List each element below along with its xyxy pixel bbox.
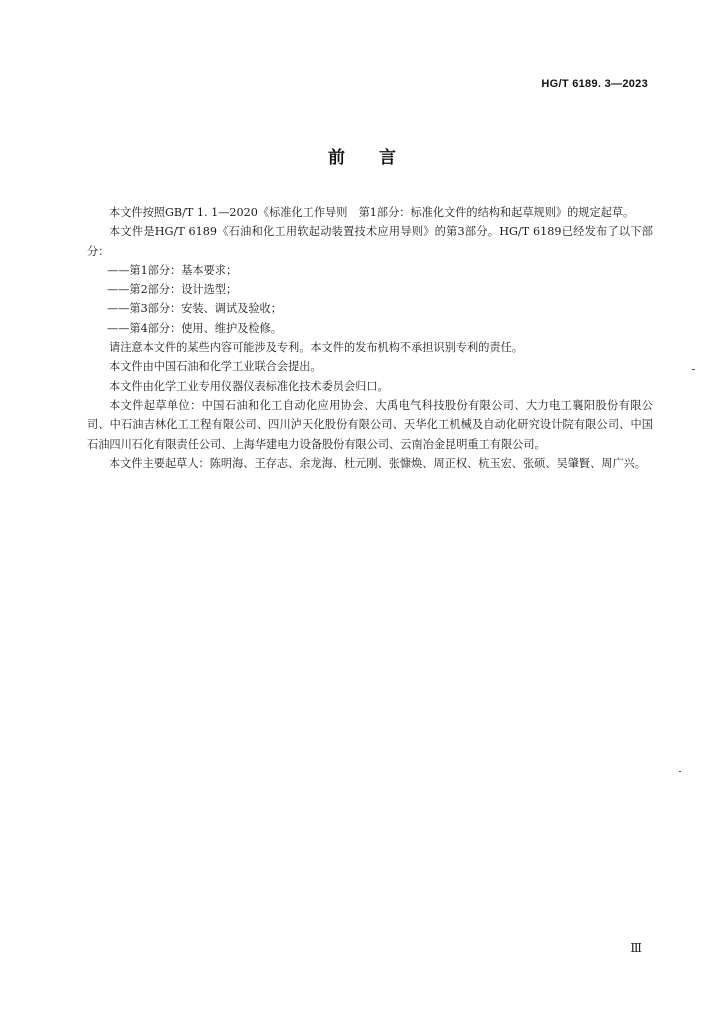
foreword-body — [87, 203, 653, 473]
page-number: Ⅲ — [630, 941, 642, 955]
list-item-part-1: ——第1部分：基本要求； — [107, 263, 238, 277]
list-item-part-3: ——第3部分：安装、调试及验收； — [107, 302, 282, 316]
paragraph-drafting-rules: 本文件按照GB/T 1. 1—2020《标准化工作导则 第1部分：标准化文件的结构和起草规则》的规定起草。 — [109, 206, 635, 219]
paragraph-patent-notice: 请注意本文件的某些内容可能涉及专利。本文件的发布机构不承担识别专利的责任。 — [109, 341, 523, 355]
list-item-part-2: ——第2部分：设计选型； — [107, 283, 238, 297]
paragraph-series-parts: 本文件是HG/T 6189《石油和化工用软起动装置技术应用导则》的第3部分。HG/T 6189已经发布了以下部分： — [87, 225, 653, 258]
paragraph-main-drafters: 本文件主要起草人：陈明海、王存志、余龙海、杜元刚、张慷焕、周正权、杭玉宏、张硕、吴肇賢、周广兴。 — [109, 456, 647, 470]
standard-number: HG/T 6189. 3—2023 — [541, 78, 648, 90]
list-item-part-4: ——第4部分：使用、维护及检修。 — [107, 321, 282, 335]
scan-speck — [679, 771, 681, 772]
scan-speck — [692, 369, 695, 370]
paragraph-proposed-by: 本文件由中国石油和化学工业联合会提出。 — [109, 360, 322, 374]
page-title: 前言 — [328, 148, 430, 168]
paragraph-drafting-organizations: 本文件起草单位：中国石油和化工自动化应用协会、大禹电气科技股份有限公司、大力电工襄阳股份有限公司、中石油吉林化工工程有限公司、四川泸天化股份有限公司、天华化工机械及自动化研究设计院有限公司、中国石油四川石化有限责任公司、上海华建电力设备股份有限公司、云南冶金昆明重工有限公司。 — [87, 398, 653, 451]
paragraph-under-jurisdiction: 本文件由化学工业专用仪器仪表标准化技术委员会归口。 — [109, 379, 389, 393]
